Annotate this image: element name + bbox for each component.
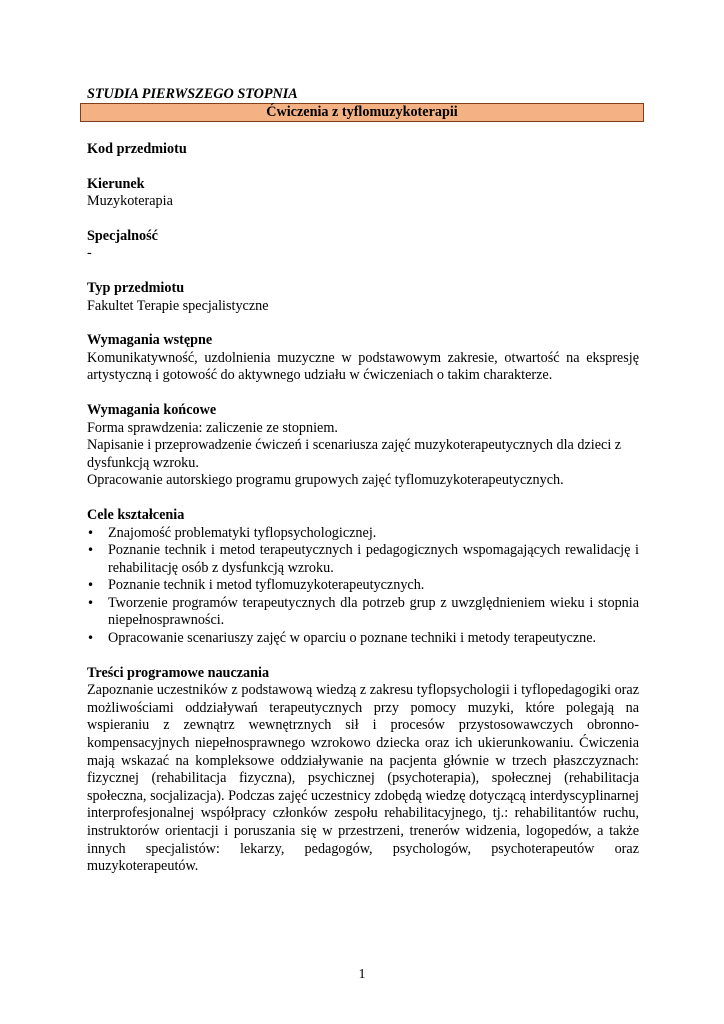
value-kierunek: Muzykoterapia <box>87 193 173 210</box>
heading-typ-przedmiotu: Typ przedmiotu <box>87 279 185 296</box>
text-wymagania-koncowe-line: Forma sprawdzenia: zaliczenie ze stopniem. <box>87 419 338 436</box>
list-item-text: Poznanie technik i metod tyflomuzykoterapeutycznych. <box>108 577 425 594</box>
section-specjalnosc <box>87 228 639 263</box>
document-page <box>87 86 639 876</box>
list-item-text: Tworzenie programów terapeutycznych dla potrzeb grup z uwzględnieniem wieku i stopnia niepełnosprawności. <box>108 594 639 629</box>
section-typ-przedmiotu <box>87 280 639 315</box>
bullet-icon: • <box>87 578 95 593</box>
bullet-icon: • <box>87 595 95 610</box>
heading-specjalnosc: Specjalność <box>87 227 158 244</box>
program-label: STUDIA PIERWSZEGO STOPNIA <box>87 86 298 102</box>
cele-list <box>87 525 639 648</box>
heading-wymagania-koncowe: Wymagania końcowe <box>87 401 217 418</box>
list-item <box>87 595 639 630</box>
text-wymagania-wstepne: Komunikatywność, uzdolnienia muzyczne w podstawowym zakresie, otwartość na ekspresję artystyczną i gotowość do aktywnego udziału w ćwiczeniach o takim charakterze. <box>87 349 639 384</box>
section-wymagania-koncowe <box>87 402 639 490</box>
bullet-icon: • <box>87 631 95 646</box>
list-item-text: Poznanie technik i metod terapeutycznych i pedagogicznych wspomagających rewalidację i rehabilitację osób z dysfunkcją wzroku. <box>108 542 639 576</box>
list-item <box>87 630 639 648</box>
heading-wymagania-wstepne: Wymagania wstępne <box>87 332 213 349</box>
value-typ-przedmiotu: Fakultet Terapie specjalistyczne <box>87 297 269 314</box>
heading-kierunek: Kierunek <box>87 175 145 192</box>
list-item-text: Opracowanie scenariuszy zajęć w oparciu o poznane techniki i metody terapeutyczne. <box>108 630 597 647</box>
section-kod-przedmiotu <box>87 141 639 159</box>
value-specjalnosc: - <box>87 245 92 262</box>
list-item <box>87 577 639 595</box>
heading-kod-przedmiotu: Kod przedmiotu <box>87 141 187 157</box>
heading-tresci-programowe: Treści programowe nauczania <box>87 664 270 681</box>
list-item-text: Znajomość problematyki tyflopsychologicznej. <box>108 524 377 541</box>
section-cele-ksztalcenia <box>87 507 639 648</box>
text-tresci-programowe: Zapoznanie uczestników z podstawową wiedzą z zakresu tyflopsychologii i tyflopedagogiki oraz możliwościami oddziaływań terapeutycznych przy pomocy muzyki, które polegają na wspieraniu z zewnątrz wewnętrznych sił i procesów przystosowawczych obronno-kompensacyjnych niepełnosprawnego wzrokowo dziecka oraz ich ukierunkowaniu. Ćwiczenia mają wskazać na kompleksowe oddziaływanie na pacjenta głównie w trzech płaszczyznach: fizycznej (rehabilitacja fizyczna), psychicznej (psychoterapia), społecznej (rehabilitacja społeczna, socjalizacja). Podczas zajęć uczestnicy zdobędą wiedzę dotyczącą interdyscyplinarnej interprofesjonalnej współpracy członków zespołu rehabilitacyjnego, tj.: rehabilitantów ruchu, instruktorów orientacji i poruszania się w przestrzeni, trenerów widzenia, logopedów, a także innych specjalistów: lekarzy, pedagogów, psychologów, psychoterapeutów oraz muzykoterapeutów. <box>87 682 639 875</box>
text-wymagania-koncowe-line: Napisanie i przeprowadzenie ćwiczeń i scenariusza zajęć muzykoterapeutycznych dla dzieci z dysfunkcją wzroku. <box>87 437 622 471</box>
section-kierunek <box>87 176 639 211</box>
heading-cele-ksztalcenia: Cele kształcenia <box>87 506 185 523</box>
list-item <box>87 525 639 543</box>
list-item <box>87 542 639 577</box>
course-title: Ćwiczenia z tyflomuzykoterapii <box>80 103 644 122</box>
page-number: 1 <box>358 967 366 982</box>
bullet-icon: • <box>87 525 95 540</box>
section-wymagania-wstepne <box>87 332 639 385</box>
bullet-icon: • <box>87 543 95 558</box>
text-wymagania-koncowe-line: Opracowanie autorskiego programu grupowych zajęć tyflomuzykoterapeutycznych. <box>87 472 564 489</box>
section-tresci-programowe <box>87 665 639 876</box>
